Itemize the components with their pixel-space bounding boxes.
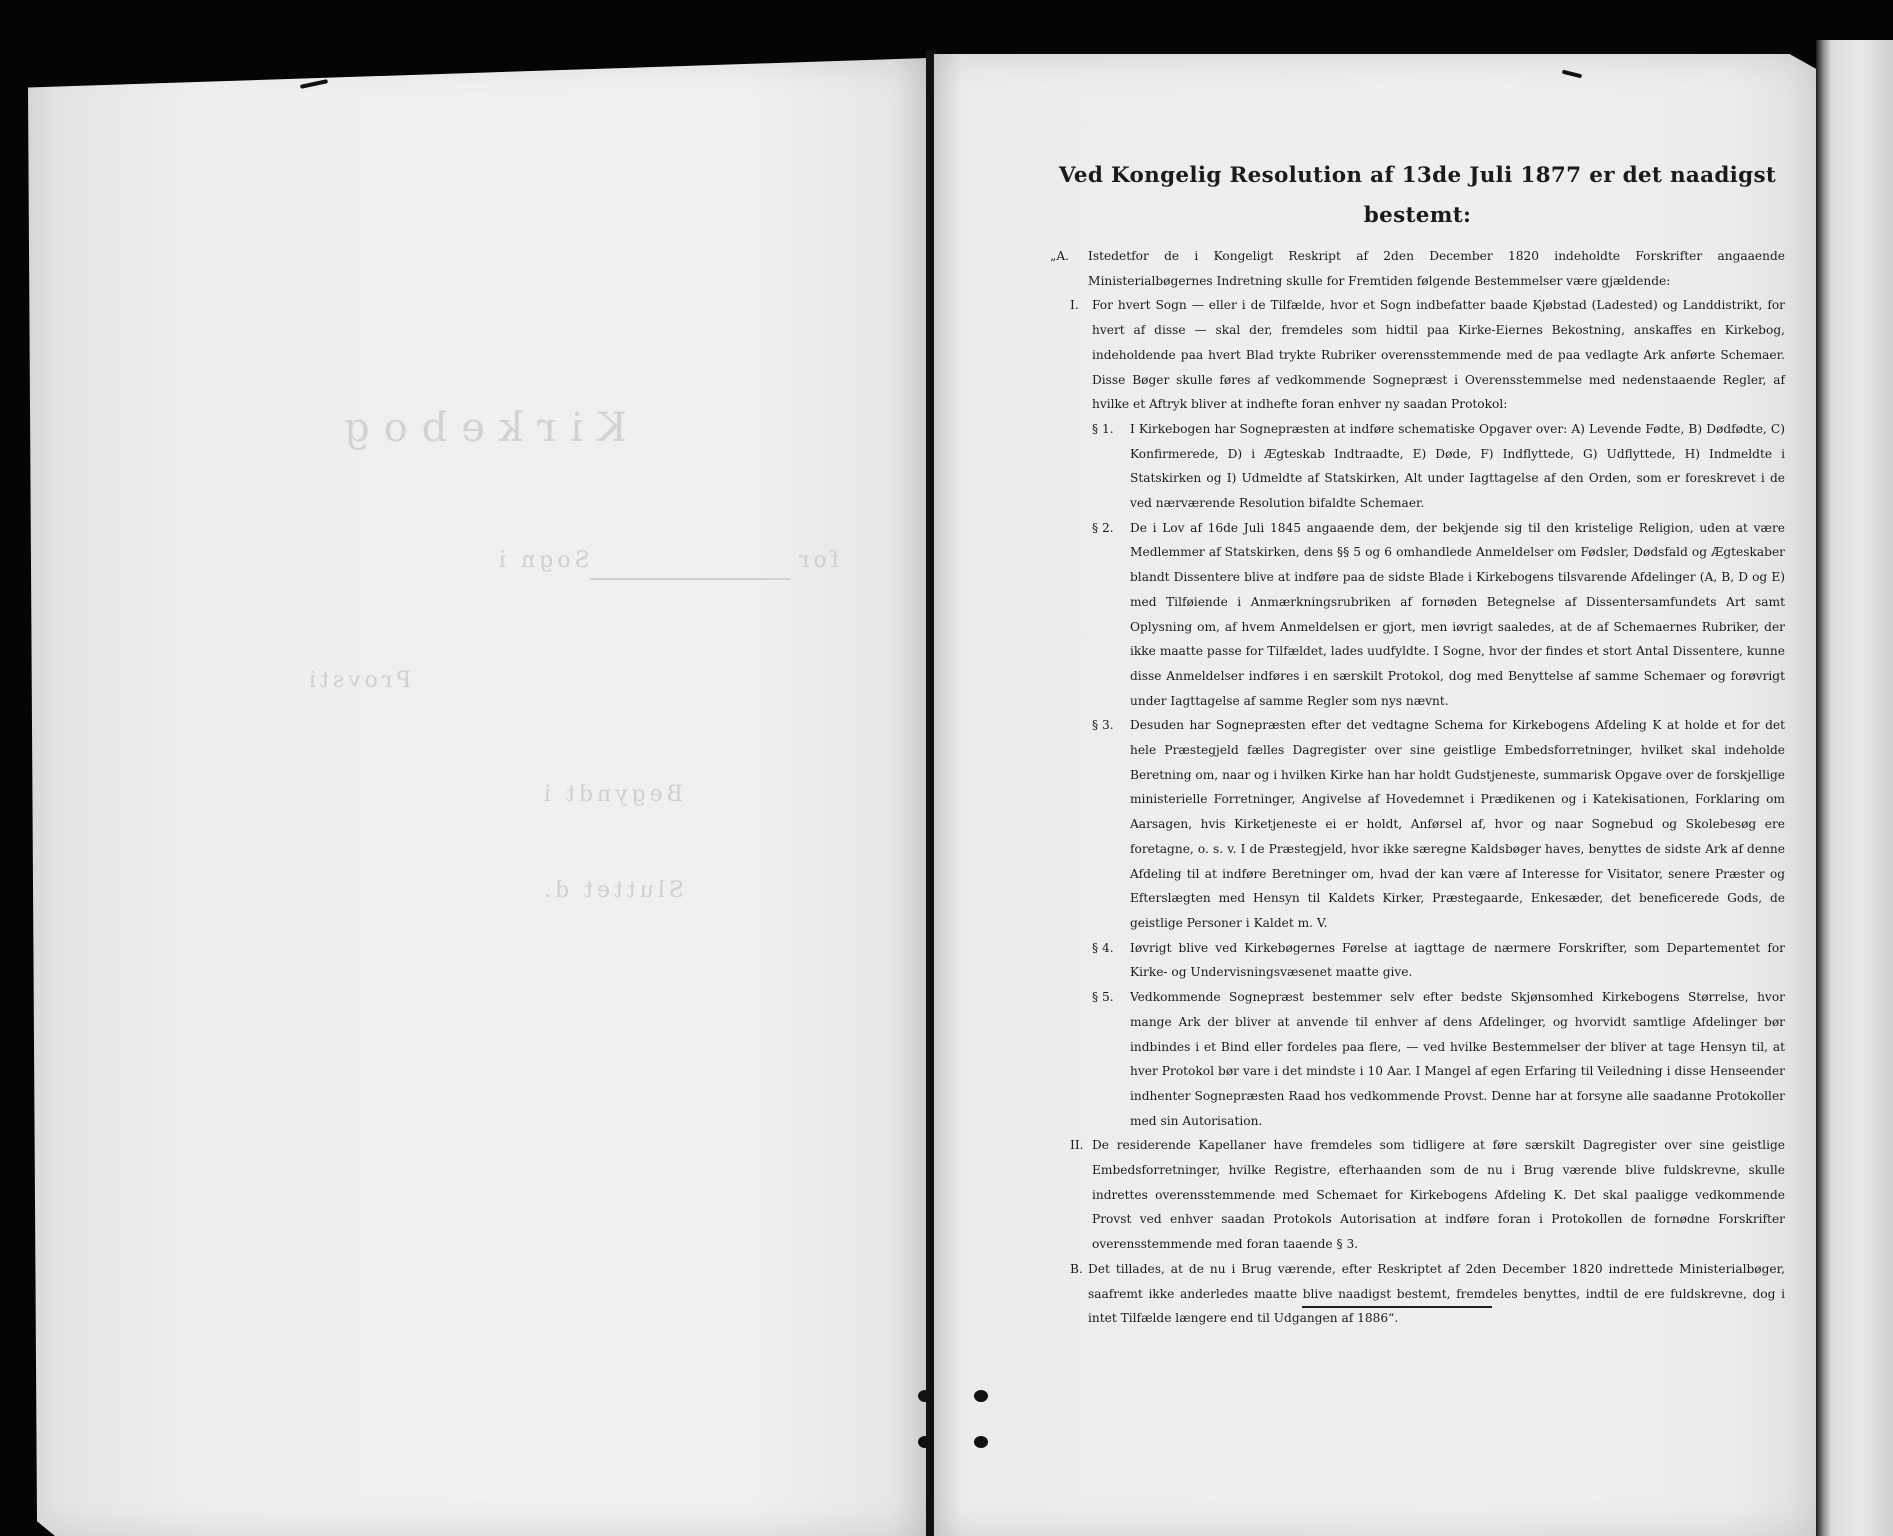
ghost-title: Kirkebog	[330, 405, 627, 451]
binding-hole	[974, 1436, 988, 1448]
section-label: I.	[1070, 298, 1079, 313]
ghost-for: for	[795, 548, 839, 573]
left-page-blank	[28, 58, 928, 1536]
binding-hole	[918, 1390, 932, 1402]
ghost-sogn: Sogn i	[495, 548, 590, 573]
ghost-sluttet: Sluttet d.	[540, 878, 684, 903]
section-label: § 1.	[1092, 421, 1114, 436]
paragraph-5	[1092, 985, 1785, 1133]
section-a	[1050, 244, 1785, 293]
section-text: For hvert Sogn — eller i de Tilfælde, hvor et Sogn indbefatter baade Kjøbstad (Ladested) og Landdistrikt, for hvert af disse — skal der, fremdeles som hidtil paa Kirke-Eiernes Bekostning, anskaffes en Kirkebog, indeholdende paa hvert Blad trykte Rubriker overensstemmende med de paa vedlagte Ark anførte Schemaer. Disse Bøger skulle føres af vedkommende Sognepræst i Overensstemmelse med nedenstaaende Regler, af hvilke et Aftryk bliver at indhefte foran enhver ny saadan Protokol:	[1092, 298, 1785, 412]
section-label: § 5.	[1092, 990, 1114, 1005]
section-label: „A.	[1050, 249, 1069, 263]
section-label: B.	[1070, 1261, 1083, 1276]
ghost-rule	[590, 578, 790, 580]
section-i	[1070, 293, 1785, 417]
paragraph-3	[1092, 713, 1785, 935]
ghost-begyndt: Begyndt i	[540, 782, 683, 807]
section-text: De i Lov af 16de Juli 1845 angaaende dem, der bekjende sig til den kristelige Religion, uden at være Medlemmer af Statskirken, dens §§ 5 og 6 omhandlede Anmeldelser om Fødsler, Dødsfald og Ægteskaber blandt Dissentere blive at indføre paa de sidste Blade i Kirkebogens tilsvarende Afdelinger (A, B, D og E) med Tilføiende i Anmærkningsrubriken af fornøden Betegnelse af Dissentersamfundets Art samt Oplysning om, af hvem Anmeldelsen er gjort, men iøvrigt saaledes, at de af Schemaernes Rubriker, der ikke maatte passe for Tilfældet, lades uudfyldte. I Sogne, hvor der findes et stort Antal Dissentere, kunne disse Anmeldelser indføres i en særskilt Protokol, dog med Benyttelse af samme Schemaer og forøvrigt under Iagttagelse af samme Regler som nys nævnt.	[1130, 520, 1785, 708]
section-text: Det tillades, at de nu i Brug værende, efter Reskriptet af 2den December 1820 indrettede Ministerialbøger, saafremt ikke anderledes maatte blive naadigst bestemt, fremdeles benyttes, indtil de ere fuldskrevne, dog i intet Tilfælde længere end til Udgangen af 1886“.	[1088, 1261, 1785, 1326]
binding-hole	[918, 1436, 932, 1448]
section-label: § 4.	[1092, 940, 1114, 955]
section-text: Vedkommende Sognepræst bestemmer selv efter bedste Skjønsomhed Kirkebogens Størrelse, hvor mange Ark der bliver at anvende til enhver af dens Afdelinger, og hvorvidt samtlige Afdelinger bør indbindes i et Bind eller fordeles paa flere, — ved hvilke Bestemmelser der bliver at tage Hensyn til, at hver Protokol bør vare i det mindste i 10 Aar. I Mangel af egen Erfaring til Veiledning i disse Henseender indhenter Sognepræsten Raad hos vedkommende Provst. Denne har at forsyne alle saadanne Protokoller med sin Autorisation.	[1130, 990, 1785, 1128]
section-label: II.	[1070, 1138, 1084, 1153]
ghost-provsti: Provsti	[305, 668, 412, 693]
paragraph-1	[1092, 417, 1785, 516]
closing-rule	[1302, 1306, 1492, 1308]
section-ii	[1070, 1133, 1785, 1257]
section-text: Desuden har Sognepræsten efter det vedtagne Schema for Kirkebogens Afdeling K at holde et for det hele Præstegjeld fælles Dagregister over sine geistlige Embedsforretninger, hvilket skal indeholde Beretning om, naar og i hvilken Kirke han har holdt Gudstjeneste, summarisk Opgave over de forskjellige ministerielle Forretninger, Angivelse af Hovedemnet i Prædikenen og i Katekisationen, Forklaring om Aarsagen, hvis Kirketjeneste ei er holdt, Anførsel af, hvor og naar Sognebud og Skolebesøg ere foretagne, o. s. v. I de Præstegjeld, hvor ikke særegne Kaldsbøger haves, benyttes de sidste Ark af denne Afdeling til at indføre Beretninger om, hvad der kan være af Interesse for Visitator, senere Præster og Efterslægten med Hensyn til Kaldets Kirker, Præstegaarde, Enkesæder, det beneficerede Gods, de geistlige Personer i Kaldet m. V.	[1130, 718, 1785, 930]
section-text: I Kirkebogen har Sognepræsten at indføre schematiske Opgaver over: A) Levende Fødte, B) Dødfødte, C) Konfirmerede, D) i Ægteskab Indtraadte, E) Døde, F) Indflyttede, G) Udflyttede, H) Indmeldte i Statskirken og I) Udmeldte af Statskirken, Alt under Iagttagelse af den Orden, som er foreskrevet i de ved nærværende Resolution bifaldte Schemaer.	[1130, 421, 1785, 511]
paragraph-4	[1092, 936, 1785, 985]
section-text: Iøvrigt blive ved Kirkebøgernes Førelse at iagttage de nærmere Forskrifter, som Departementet for Kirke- og Undervisningsvæsenet maatte give.	[1130, 940, 1785, 980]
next-sheet-edge	[1816, 40, 1893, 1536]
section-label: § 2.	[1092, 520, 1114, 535]
royal-resolution-text	[1050, 156, 1785, 1331]
binding-hole	[974, 1390, 988, 1402]
section-label: § 3.	[1092, 718, 1114, 733]
paragraph-2	[1092, 516, 1785, 714]
decree-title: Ved Kongelig Resolution af 13de Juli 1877 er det naadigst bestemt:	[1058, 163, 1777, 228]
section-text: De residerende Kapellaner have fremdeles som tidligere at føre særskilt Dagregister over sine geistlige Embedsforretninger, hvilke Registre, efterhaanden som de nu i Brug værende blive fuldskrevne, skulle indrettes overensstemmende med Schemaet for Kirkebogens Afdeling K. Det skal paaligge vedkommende Provst ved enhver saadan Protokols Autorisation at indføre foran i Protokollen de fornødne Forskrifter overensstemmende med foran taaende § 3.	[1092, 1138, 1785, 1252]
section-b	[1070, 1257, 1785, 1331]
section-text: Istedetfor de i Kongeligt Reskript af 2den December 1820 indeholdte Forskrifter angaaende Ministerialbøgernes Indretning skulle for Fremtiden følgende Bestemmelser være gjældende:	[1088, 249, 1785, 288]
